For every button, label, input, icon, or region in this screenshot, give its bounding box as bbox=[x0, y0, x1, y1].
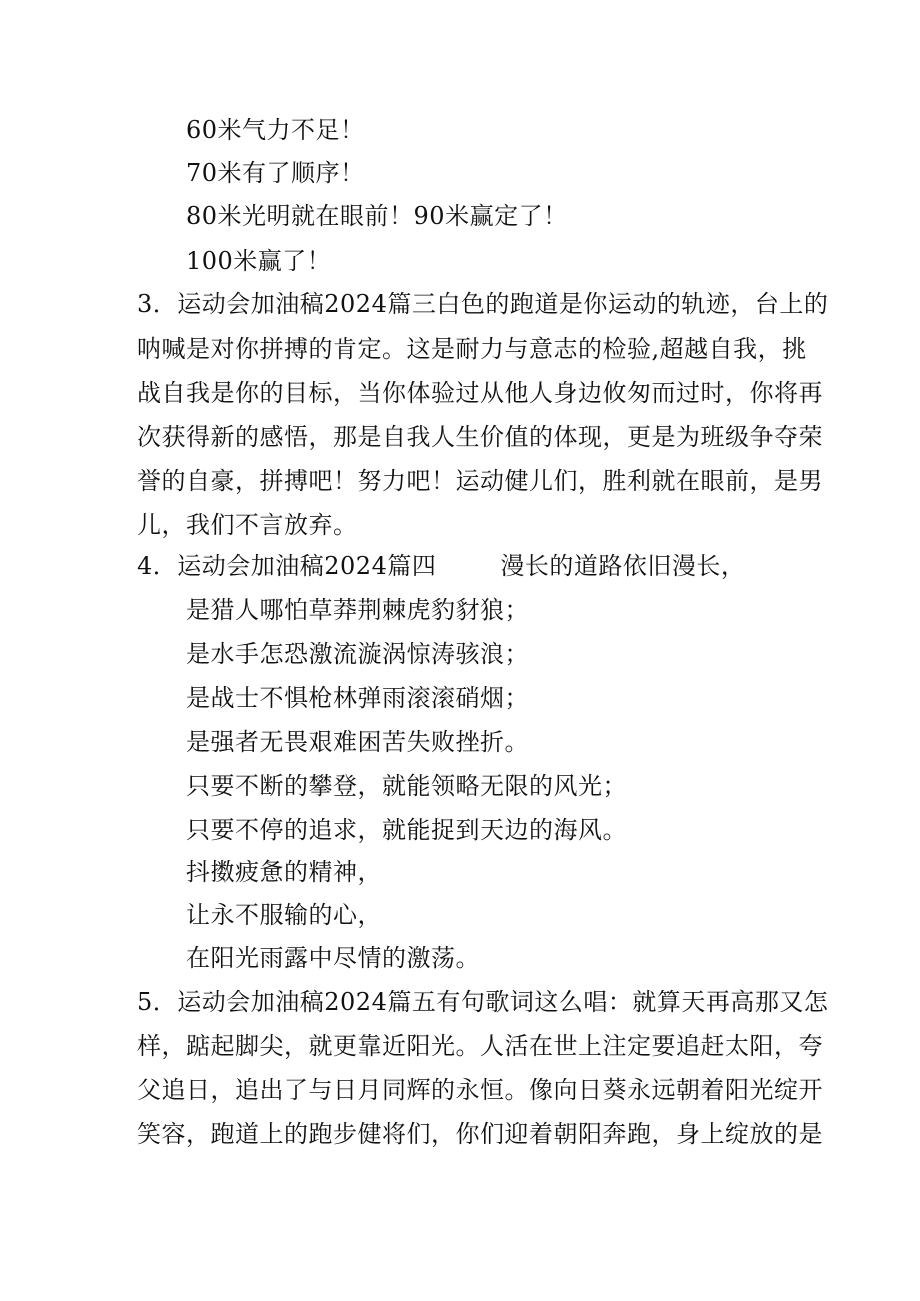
section3-line-4: 次获得新的感悟，那是自我人生价值的体现，更是为班级争夺荣 bbox=[137, 423, 823, 451]
intro-line-70m: 70米有了顺序！ bbox=[186, 159, 365, 187]
section4-heading-line bbox=[137, 550, 745, 582]
section4-line-6: 只要不停的追求，就能捉到天边的海风。 bbox=[186, 816, 627, 844]
section4-line-8: 让永不服输的心， bbox=[186, 901, 382, 929]
intro-line-100m: 100米赢了！ bbox=[186, 247, 332, 275]
section4-line-2: 是水手怎恐激流漩涡惊涛骇浪； bbox=[186, 640, 529, 668]
section3-line-2: 呐喊是对你拼搏的肯定。这是耐力与意志的检验,超越自我，挑 bbox=[137, 335, 807, 363]
section5-line-1: 5．运动会加油稿2024篇五有句歌词这么唱：就算天再高那又怎 bbox=[137, 988, 829, 1016]
section3-line-3: 战自我是你的目标，当你体验过从他人身边攸匆而过时，你将再 bbox=[137, 379, 823, 407]
section3-line-5: 誉的自豪，拼搏吧！努力吧！运动健儿们，胜利就在眼前，是男 bbox=[137, 467, 823, 495]
section4-line-7: 抖擞疲惫的精神， bbox=[186, 858, 382, 886]
section4-heading-tail: 漫长的道路依旧漫长， bbox=[500, 552, 746, 580]
section5-line-4: 笑容，跑道上的跑步健将们，你们迎着朝阳奔跑，身上绽放的是 bbox=[137, 1120, 823, 1148]
section4-line-1: 是猎人哪怕草莽荆棘虎豹豺狼； bbox=[186, 596, 529, 624]
section3-line-1: 3．运动会加油稿2024篇三白色的跑道是你运动的轨迹，台上的 bbox=[137, 290, 829, 318]
section5-line-3: 父追日，追出了与日月同辉的永恒。像向日葵永远朝着阳光绽开 bbox=[137, 1076, 823, 1104]
section4-heading: 4．运动会加油稿2024篇四 bbox=[137, 552, 437, 580]
section4-line-9: 在阳光雨露中尽情的激荡。 bbox=[186, 944, 480, 972]
section4-line-3: 是战士不惧枪林弹雨滚滚硝烟； bbox=[186, 684, 529, 712]
intro-line-60m: 60米气力不足！ bbox=[186, 116, 365, 144]
section5-line-2: 样，踮起脚尖，就更靠近阳光。人活在世上注定要追赶太阳，夸 bbox=[137, 1032, 823, 1060]
intro-line-80m-90m: 80米光明就在眼前！90米赢定了！ bbox=[186, 202, 568, 230]
section3-line-6: 儿，我们不言放弃。 bbox=[137, 511, 358, 539]
section4-line-4: 是强者无畏艰难困苦失败挫折。 bbox=[186, 728, 529, 756]
section4-line-5: 只要不断的攀登，就能领略无限的风光； bbox=[186, 772, 627, 800]
